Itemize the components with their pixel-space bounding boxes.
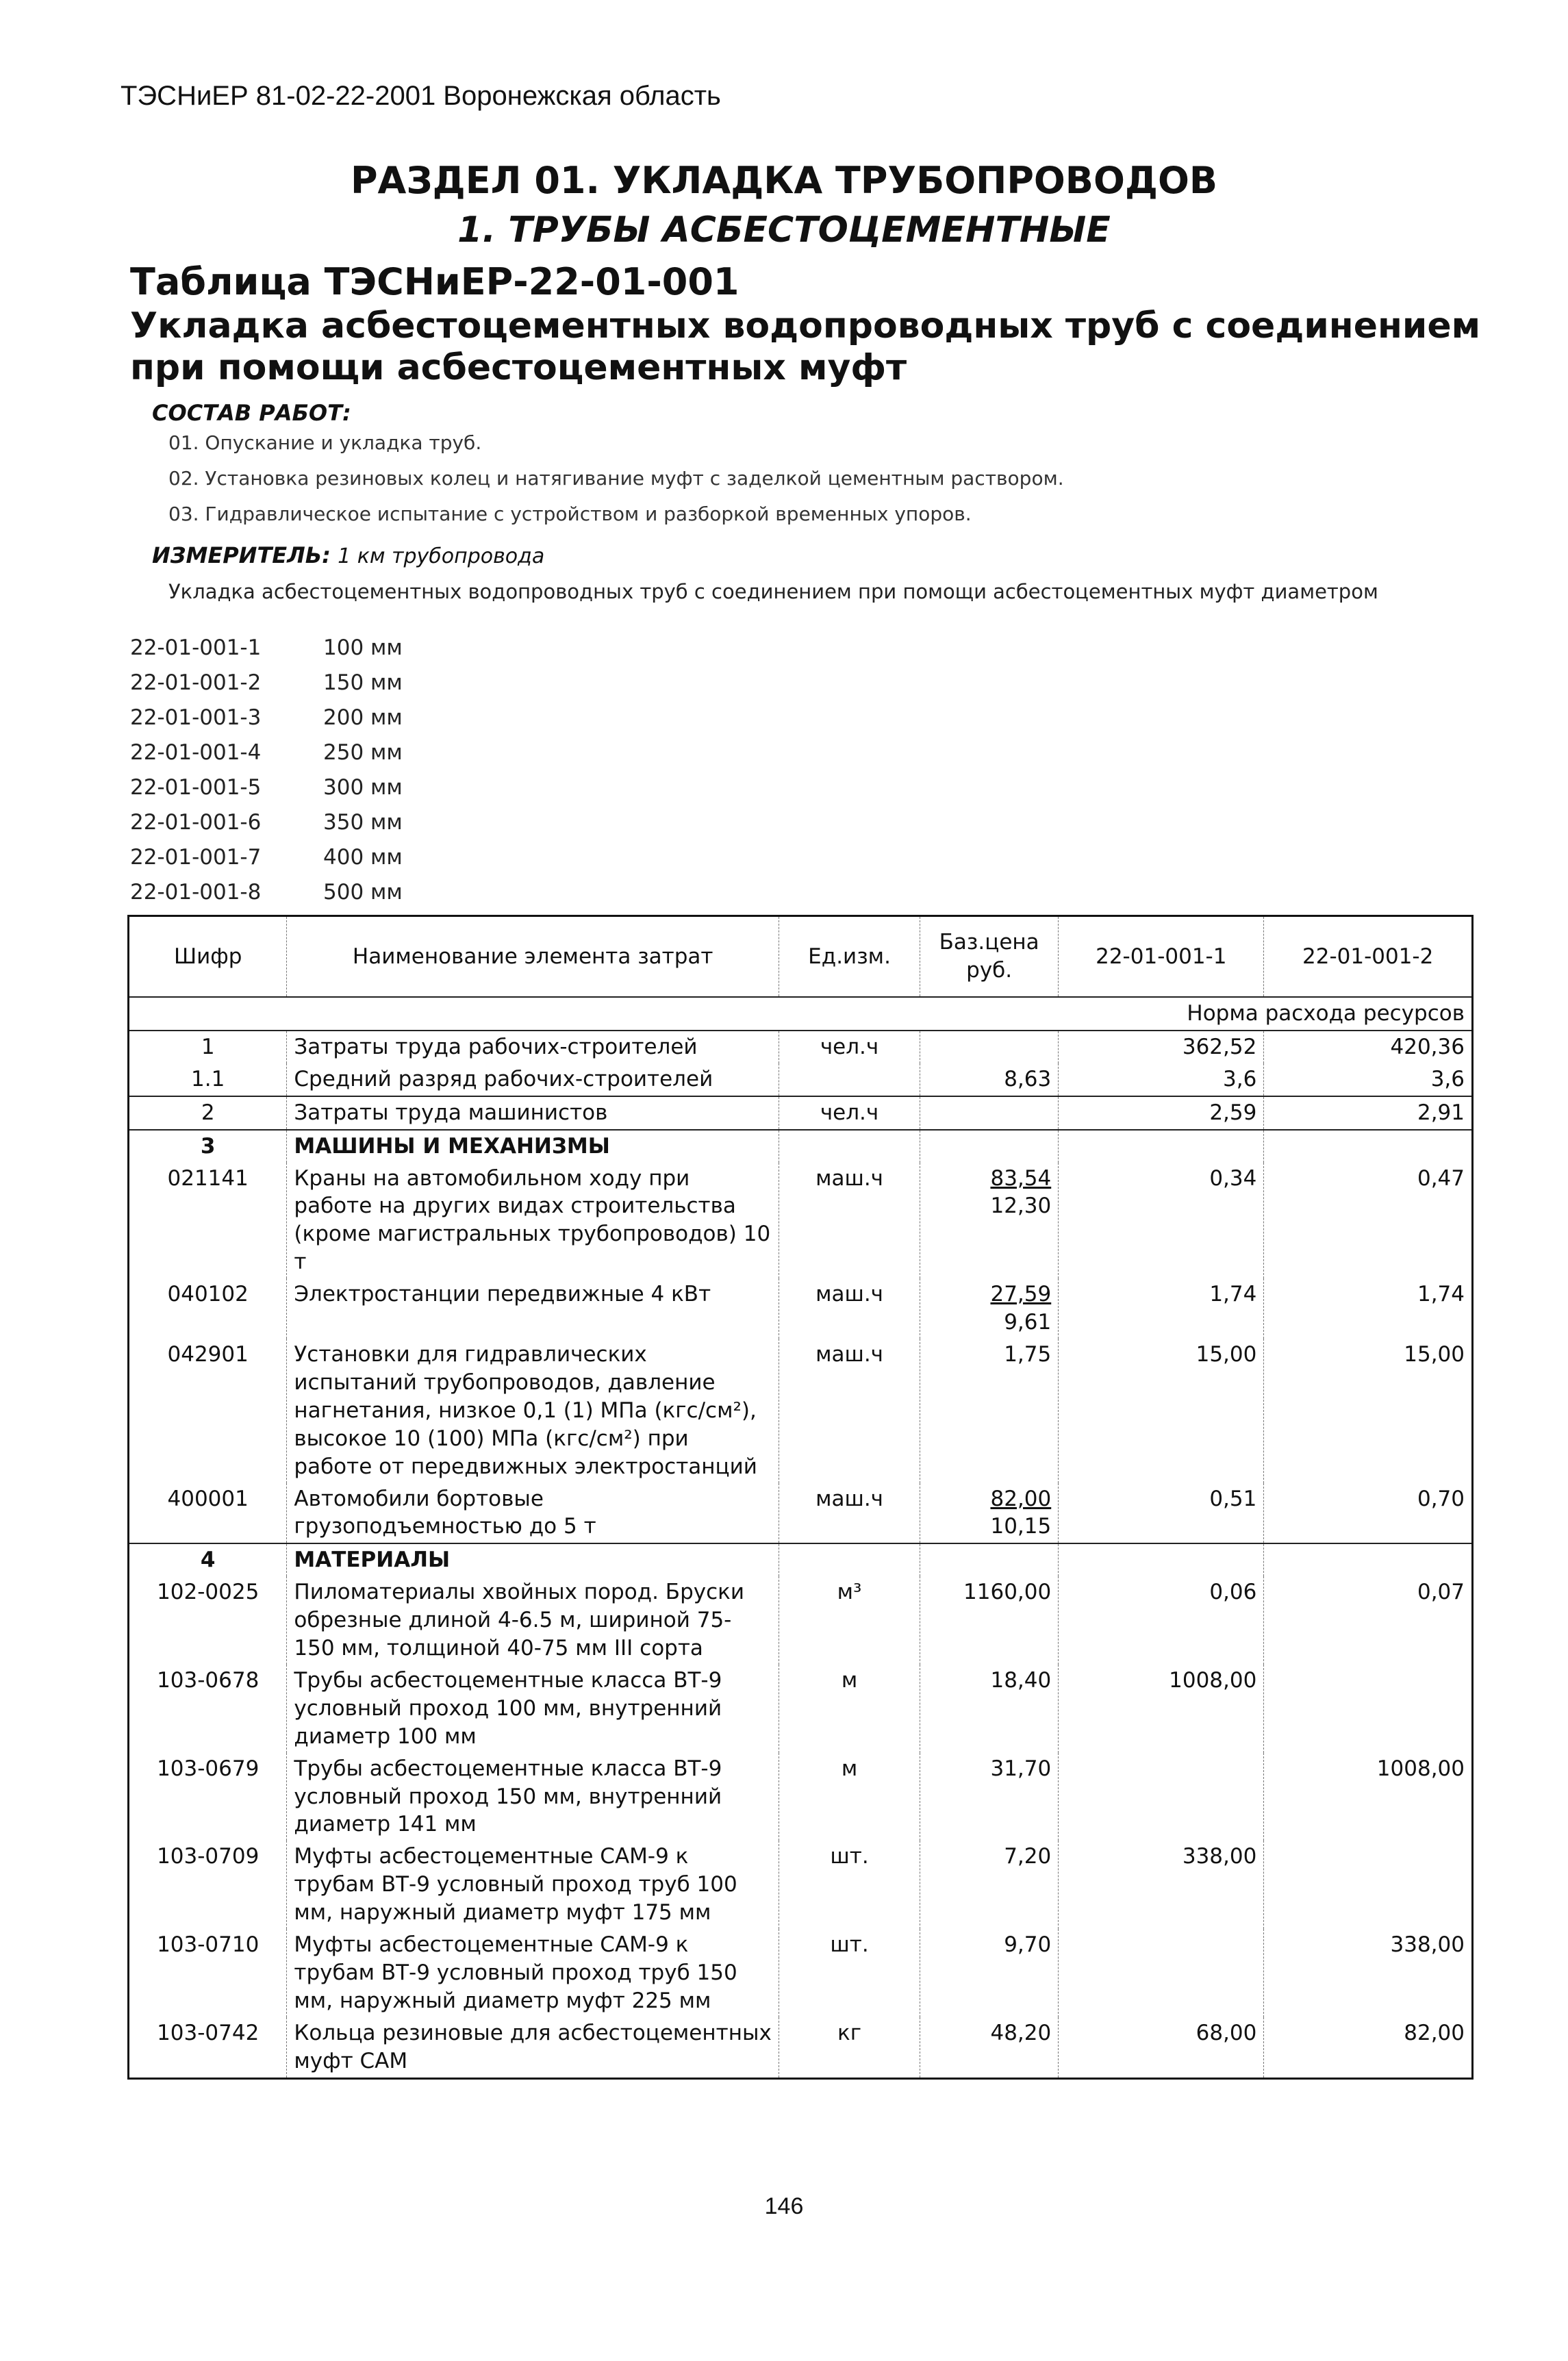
row-code: 103-0679 bbox=[157, 1756, 260, 1781]
row-price bbox=[920, 1031, 1059, 1063]
row-code: 103-0678 bbox=[157, 1667, 260, 1693]
column-header: Ед.изм. bbox=[779, 916, 920, 998]
row-code: 400001 bbox=[167, 1486, 249, 1511]
row-value-1: 2,59 bbox=[1059, 1096, 1264, 1130]
column-header: Шифр bbox=[173, 944, 242, 969]
row-code: 3 bbox=[129, 1130, 287, 1163]
row-name: Трубы асбестоцементные класса ВТ-9 условный проход 150 мм, внутренний диаметр 141 мм bbox=[287, 1753, 779, 1841]
row-name: Средний разряд рабочих-строителей bbox=[287, 1063, 779, 1096]
row-name: Муфты асбестоцементные САМ-9 к трубам ВТ-9 условный проход труб 100 мм, наружный диаметр муфт 175 мм bbox=[287, 1841, 779, 1929]
row-code: 1.1 bbox=[191, 1066, 225, 1091]
operator-wage: 9,61 bbox=[1004, 1310, 1052, 1335]
row-price bbox=[920, 1665, 1059, 1753]
row-price bbox=[920, 1576, 1059, 1665]
row-code: 103-0710 bbox=[157, 1932, 260, 1958]
base-price: 7,20 bbox=[1004, 1844, 1052, 1869]
row-unit bbox=[779, 1063, 920, 1096]
work-item: 03. Гидравлическое испытание с устройством и разборкой временных упоров. bbox=[168, 503, 972, 525]
code: 22-01-001-1 bbox=[130, 635, 262, 660]
row-value-1: 1008,00 bbox=[1059, 1665, 1264, 1753]
table-header-row bbox=[129, 916, 1473, 998]
row-unit: маш.ч bbox=[779, 1278, 920, 1339]
row-value-1 bbox=[1059, 1753, 1264, 1841]
row-price bbox=[920, 1543, 1059, 1576]
row-name: Затраты труда машинистов bbox=[287, 1096, 779, 1130]
row-value-1: 362,52 bbox=[1059, 1031, 1264, 1063]
pipe-size: 200 мм bbox=[323, 705, 403, 730]
row-value-2: 15,00 bbox=[1264, 1339, 1473, 1483]
norm-label: Норма расхода ресурсов bbox=[287, 997, 1473, 1031]
code: 22-01-001-4 bbox=[130, 740, 262, 765]
row-unit: маш.ч bbox=[779, 1339, 920, 1483]
row-name: Затраты труда рабочих-строителей bbox=[287, 1031, 779, 1063]
base-price: 83,54 bbox=[990, 1165, 1052, 1191]
table-row bbox=[129, 2017, 1473, 2078]
row-unit bbox=[779, 1130, 920, 1163]
row-value-2: 0,07 bbox=[1264, 1576, 1473, 1665]
base-price: 31,70 bbox=[990, 1756, 1052, 1781]
row-name: Пиломатериалы хвойных пород. Бруски обрезные длиной 4-6.5 м, шириной 75-150 мм, толщиной 40-75 мм III сорта bbox=[287, 1576, 779, 1665]
row-unit: м³ bbox=[779, 1576, 920, 1665]
table-row bbox=[129, 1665, 1473, 1753]
measure-value: 1 км трубопровода bbox=[338, 544, 545, 568]
pipe-size: 350 мм bbox=[323, 810, 403, 835]
row-value-2: 0,47 bbox=[1264, 1163, 1473, 1279]
row-code: 1 bbox=[129, 1031, 287, 1063]
code-row bbox=[130, 705, 403, 740]
pipe-size: 300 мм bbox=[323, 775, 403, 800]
pipe-size: 250 мм bbox=[323, 740, 403, 765]
row-unit: шт. bbox=[779, 1841, 920, 1929]
base-price: 8,63 bbox=[1004, 1066, 1052, 1091]
code-row bbox=[130, 635, 403, 670]
measure-label: ИЗМЕРИТЕЛЬ: bbox=[152, 542, 331, 568]
column-header: 22-01-001-1 bbox=[1059, 916, 1264, 998]
base-price: 48,20 bbox=[990, 2020, 1052, 2045]
row-value-1: 3,6 bbox=[1059, 1063, 1264, 1096]
row-unit: м bbox=[779, 1665, 920, 1753]
row-price bbox=[920, 1841, 1059, 1929]
table-row bbox=[129, 1339, 1473, 1483]
page-number: 146 bbox=[764, 2193, 804, 2219]
row-code: 103-0742 bbox=[157, 2020, 260, 2045]
row-value-2: 3,6 bbox=[1264, 1063, 1473, 1096]
row-unit: м bbox=[779, 1753, 920, 1841]
row-price bbox=[920, 1753, 1059, 1841]
row-name: Электростанции передвижные 4 кВт bbox=[287, 1278, 779, 1339]
table-row bbox=[129, 1130, 1473, 1163]
table-title: Укладка асбестоцементных водопроводных труб с соединением при помощи асбестоцементных муфт bbox=[130, 305, 1481, 389]
row-code: 103-0709 bbox=[157, 1844, 260, 1869]
column-header: 22-01-001-2 bbox=[1264, 916, 1473, 998]
row-value-2 bbox=[1264, 1841, 1473, 1929]
measure-line bbox=[152, 542, 544, 568]
code-row bbox=[130, 740, 403, 775]
base-price: 27,59 bbox=[990, 1282, 1052, 1307]
row-name: МАТЕРИАЛЫ bbox=[287, 1543, 779, 1576]
table-row bbox=[129, 1929, 1473, 2017]
row-code: 102-0025 bbox=[157, 1580, 260, 1605]
row-name: Кольца резиновые для асбестоцементных муфт САМ bbox=[287, 2017, 779, 2078]
row-value-2: 0,70 bbox=[1264, 1483, 1473, 1544]
row-value-1 bbox=[1059, 1543, 1264, 1576]
row-code: 2 bbox=[129, 1096, 287, 1130]
table-row bbox=[129, 1543, 1473, 1576]
works-label: СОСТАВ РАБОТ: bbox=[152, 400, 351, 426]
row-value-2: 2,91 bbox=[1264, 1096, 1473, 1130]
description: Укладка асбестоцементных водопроводных труб с соединением при помощи асбестоцементных муфт диаметром bbox=[168, 580, 1378, 603]
row-price bbox=[920, 1096, 1059, 1130]
table-row bbox=[129, 1278, 1473, 1339]
code: 22-01-001-2 bbox=[130, 670, 262, 695]
pipe-size: 100 мм bbox=[323, 635, 403, 660]
pipe-size: 150 мм bbox=[323, 670, 403, 695]
work-item: 01. Опускание и укладка труб. bbox=[168, 431, 482, 454]
row-unit: маш.ч bbox=[779, 1483, 920, 1544]
row-value-2: 1,74 bbox=[1264, 1278, 1473, 1339]
row-unit: кг bbox=[779, 2017, 920, 2078]
code-row bbox=[130, 810, 403, 845]
row-value-1: 1,74 bbox=[1059, 1278, 1264, 1339]
row-value-1: 68,00 bbox=[1059, 2017, 1264, 2078]
table-row bbox=[129, 1031, 1473, 1063]
table-cell bbox=[129, 997, 287, 1031]
row-name: Муфты асбестоцементные САМ-9 к трубам ВТ-9 условный проход труб 150 мм, наружный диаметр муфт 225 мм bbox=[287, 1929, 779, 2017]
row-value-1: 15,00 bbox=[1059, 1339, 1264, 1483]
row-price bbox=[920, 1929, 1059, 2017]
row-unit: маш.ч bbox=[779, 1163, 920, 1279]
norm-row bbox=[129, 997, 1473, 1031]
table-row bbox=[129, 1063, 1473, 1096]
subsection-title: 1. ТРУБЫ АСБЕСТОЦЕМЕНТНЫЕ bbox=[457, 210, 1111, 251]
base-price: 1,75 bbox=[1004, 1341, 1052, 1367]
row-value-2 bbox=[1264, 1665, 1473, 1753]
row-value-2 bbox=[1264, 1130, 1473, 1163]
base-price: 18,40 bbox=[990, 1667, 1052, 1693]
row-price bbox=[920, 1130, 1059, 1163]
row-price bbox=[920, 1483, 1059, 1544]
code: 22-01-001-3 bbox=[130, 705, 262, 730]
running-header: ТЭСНиЕР 81-02-22-2001 Воронежская область bbox=[121, 81, 721, 111]
row-unit bbox=[779, 1543, 920, 1576]
code: 22-01-001-6 bbox=[130, 810, 262, 835]
row-code: 021141 bbox=[167, 1165, 249, 1191]
row-name: МАШИНЫ И МЕХАНИЗМЫ bbox=[287, 1130, 779, 1163]
column-header: Наименование элемента затрат bbox=[287, 916, 779, 998]
code-list bbox=[130, 635, 403, 915]
table-row bbox=[129, 1753, 1473, 1841]
table-row bbox=[129, 1163, 1473, 1279]
table-body bbox=[129, 997, 1473, 2078]
row-price bbox=[920, 1339, 1059, 1483]
row-name: Автомобили бортовые грузоподъемностью до 5 т bbox=[287, 1483, 779, 1544]
row-unit: чел.ч bbox=[779, 1096, 920, 1130]
code-row bbox=[130, 845, 403, 880]
row-code: 042901 bbox=[167, 1341, 249, 1367]
code-row bbox=[130, 880, 403, 915]
base-price: 1160,00 bbox=[963, 1580, 1052, 1605]
table-row bbox=[129, 1096, 1473, 1130]
base-price: 9,70 bbox=[1004, 1932, 1052, 1958]
operator-wage: 12,30 bbox=[990, 1194, 1052, 1219]
section-title: РАЗДЕЛ 01. УКЛАДКА ТРУБОПРОВОДОВ bbox=[350, 159, 1218, 202]
row-value-1: 0,34 bbox=[1059, 1163, 1264, 1279]
row-code: 040102 bbox=[167, 1282, 249, 1307]
row-value-2: 338,00 bbox=[1264, 1929, 1473, 2017]
code-row bbox=[130, 670, 403, 705]
row-code: 4 bbox=[129, 1543, 287, 1576]
code: 22-01-001-8 bbox=[130, 880, 262, 905]
row-price bbox=[920, 1163, 1059, 1279]
table-row bbox=[129, 1483, 1473, 1544]
row-unit: шт. bbox=[779, 1929, 920, 2017]
row-value-1 bbox=[1059, 1929, 1264, 2017]
resource-table bbox=[127, 915, 1474, 2080]
row-name: Установки для гидравлических испытаний трубопроводов, давление нагнетания, низкое 0,1 (1) МПа (кгс/см²), высокое 10 (100) МПа (кгс/см²) при работе от передвижных электростанций bbox=[287, 1339, 779, 1483]
row-name: Краны на автомобильном ходу при работе на других видах строительства (кроме магистральных трубопроводов) 10 т bbox=[287, 1163, 779, 1279]
row-value-1 bbox=[1059, 1130, 1264, 1163]
code: 22-01-001-7 bbox=[130, 845, 262, 870]
table-name: Таблица ТЭСНиЕР-22-01-001 bbox=[130, 260, 739, 303]
row-value-1: 338,00 bbox=[1059, 1841, 1264, 1929]
row-name: Трубы асбестоцементные класса ВТ-9 условный проход 100 мм, внутренний диаметр 100 мм bbox=[287, 1665, 779, 1753]
row-value-2: 420,36 bbox=[1264, 1031, 1473, 1063]
row-value-2: 1008,00 bbox=[1264, 1753, 1473, 1841]
row-price bbox=[920, 2017, 1059, 2078]
row-value-2 bbox=[1264, 1543, 1473, 1576]
work-item: 02. Установка резиновых колец и натягивание муфт с заделкой цементным раствором. bbox=[168, 467, 1064, 490]
table-row bbox=[129, 1841, 1473, 1929]
row-value-1: 0,06 bbox=[1059, 1576, 1264, 1665]
base-price: 82,00 bbox=[990, 1486, 1052, 1511]
pipe-size: 500 мм bbox=[323, 880, 403, 905]
code: 22-01-001-5 bbox=[130, 775, 262, 800]
row-value-2: 82,00 bbox=[1264, 2017, 1473, 2078]
row-price bbox=[920, 1278, 1059, 1339]
row-unit: чел.ч bbox=[779, 1031, 920, 1063]
pipe-size: 400 мм bbox=[323, 845, 403, 870]
row-value-1: 0,51 bbox=[1059, 1483, 1264, 1544]
column-header: Баз.цена руб. bbox=[920, 916, 1059, 998]
row-price bbox=[920, 1063, 1059, 1096]
table-row bbox=[129, 1576, 1473, 1665]
operator-wage: 10,15 bbox=[990, 1514, 1052, 1539]
code-row bbox=[130, 775, 403, 810]
